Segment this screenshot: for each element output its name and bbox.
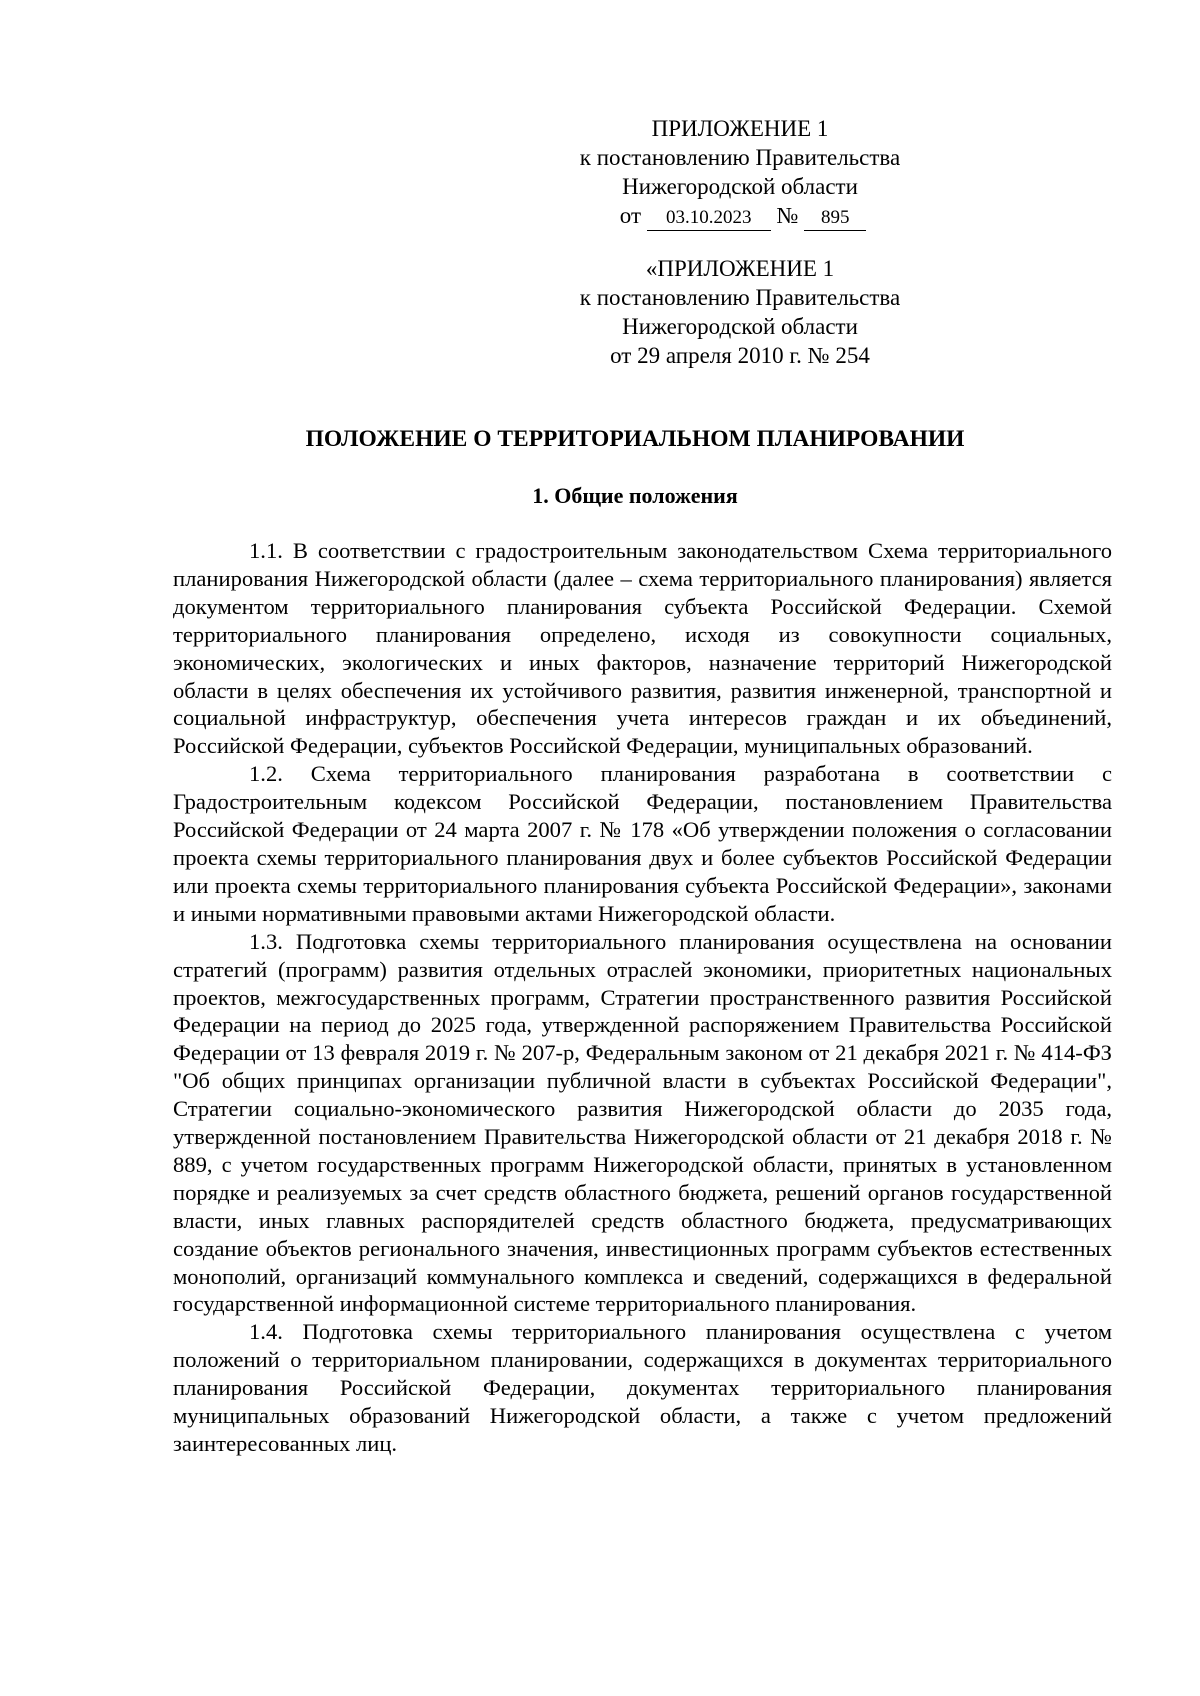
appendix-region: Нижегородской области xyxy=(622,174,858,199)
number-prefix: № xyxy=(776,203,799,228)
appendix-date-line xyxy=(563,201,923,231)
document-title: ПОЛОЖЕНИЕ О ТЕРРИТОРИАЛЬНОМ ПЛАНИРОВАНИИ xyxy=(305,426,965,452)
appendix-header-original xyxy=(560,254,920,370)
document-body xyxy=(173,537,1112,1458)
original-appendix-date: от 29 апреля 2010 г. № 254 xyxy=(610,343,870,368)
paragraph-1-3: 1.3. Подготовка схемы территориального планирования осуществлена на основании стратегий (программ) развития отдельных отраслей экономики, приоритетных национальных проектов, межгосударственных программ, Стратегии пространственного развития Российской Федерации на период до 2025 года, утвержденной распоряжением Правительства Российской Федерации от 13 февраля 2019 г. № 207-р, Федеральным законом от 21 декабря 2021 г. № 414-ФЗ "Об общих принципах организации публичной власти в субъектах Российской Федерации", Стратегии социально-экономического развития Нижегородской области до 2035 года, утвержденной постановлением Правительства Нижегородской области от 21 декабря 2018 г. № 889, с учетом государственных программ Нижегородской области, принятых в установленном порядке и реализуемых за счет средств областного бюджета, решений органов государственной власти, иных главных распорядителей средств областного бюджета, предусматривающих создание объектов регионального значения, инвестиционных программ субъектов естественных монополий, организаций коммунального комплекса и сведений, содержащихся в федеральной государственной информационной системе территориального планирования. xyxy=(173,928,1112,1317)
date-field: 03.10.2023 xyxy=(647,206,771,231)
appendix-label: ПРИЛОЖЕНИЕ 1 xyxy=(651,116,829,141)
original-appendix-label: «ПРИЛОЖЕНИЕ 1 xyxy=(645,256,835,281)
original-appendix-subtitle: к постановлению Правительства xyxy=(579,285,901,310)
date-prefix: от xyxy=(619,203,642,228)
number-field: 895 xyxy=(804,206,866,231)
original-appendix-region: Нижегородской области xyxy=(622,314,858,339)
paragraph-1-1: 1.1. В соответствии с градостроительным законодательством Схема территориального планирования Нижегородской области (далее – схема территориального планирования) является документом территориального планирования субъекта Российской Федерации. Схемой территориального планирования определено, исходя из совокупности социальных, экономических, экологических и иных факторов, назначение территорий Нижегородской области в целях обеспечения их устойчивого развития, развития инженерной, транспортной и социальной инфраструктур, обеспечения учета интересов граждан и их объединений, Российской Федерации, субъектов Российской Федерации, муниципальных образований. xyxy=(173,538,1112,759)
paragraph-1-4: 1.4. Подготовка схемы территориального планирования осуществлена с учетом положений о территориальном планировании, содержащихся в документах территориального планирования Российской Федерации, документах территориального планирования муниципальных образований Нижегородской области, а также с учетом предложений заинтересованных лиц. xyxy=(173,1319,1112,1456)
appendix-header-current xyxy=(560,114,920,231)
section-title: 1. Общие положения xyxy=(532,483,738,508)
appendix-subtitle: к постановлению Правительства xyxy=(579,145,901,170)
paragraph-1-2: 1.2. Схема территориального планирования разработана в соответствии с Градостроительным кодексом Российской Федерации, постановлением Правительства Российской Федерации от 24 марта 2007 г. № 178 «Об утверждении положения о согласовании проекта схемы территориального планирования двух и более субъектов Российской Федерации или проекта схемы территориального планирования субъекта Российской Федерации», законами и иными нормативными правовыми актами Нижегородской области. xyxy=(173,761,1112,926)
